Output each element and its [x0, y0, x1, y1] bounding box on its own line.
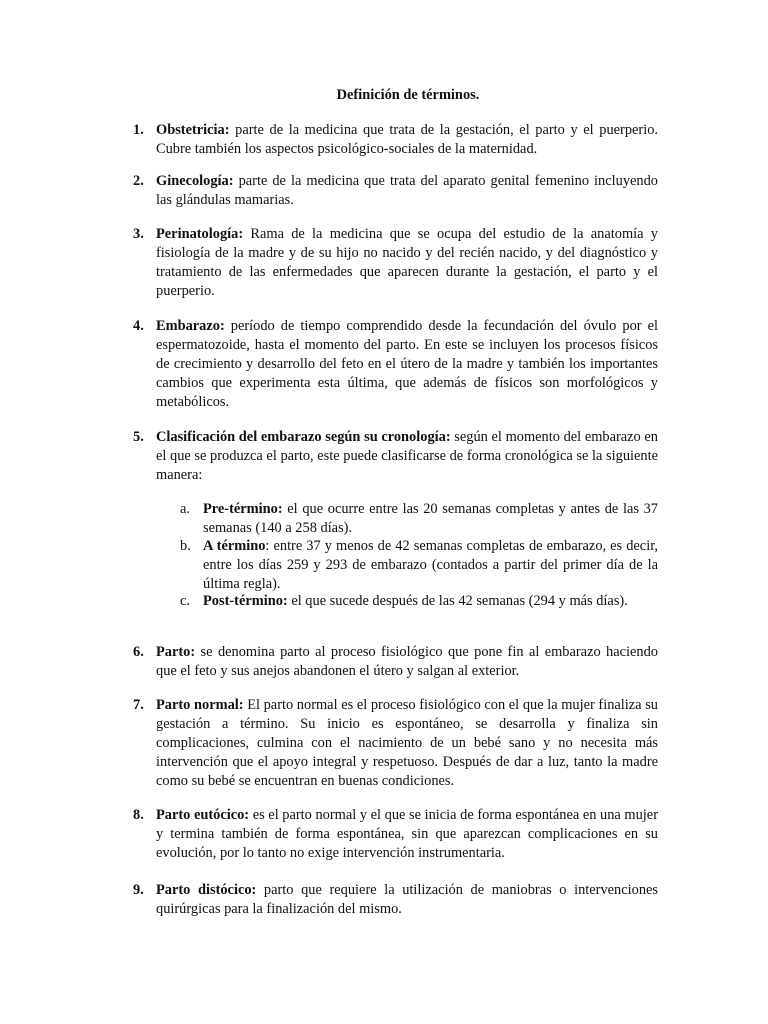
item-text: es el parto normal y el que se inicia de forma espontánea en una mujer y termina también de forma espontánea, sin que aparezcan complicaciones en su evolución, por lo tanto no exige intervención instrumentaria. — [156, 807, 658, 861]
item-body — [156, 172, 658, 210]
item-number: 4. — [133, 318, 144, 334]
item-text: según el momento del embarazo en el que se produzca el parto, este puede clasificarse de forma cronológica se la siguiente manera: — [156, 429, 658, 483]
item-text: período de tiempo comprendido desde la fecundación del óvulo por el espermatozoide, hasta el momento del parto. En este se incluyen los procesos físicos de crecimiento y desarrollo del feto en el útero de la madre y también los importantes cambios que experimenta esta última, que además de físicos son morfológicos y metabólicos. — [156, 318, 658, 410]
sub-item-text: el que sucede después de las 42 semanas (294 y más días). — [287, 593, 628, 609]
item-number: 7. — [133, 697, 144, 713]
item-text: El parto normal es el proceso fisiológico con el que la mujer finaliza su gestación a término. Su inicio es espontáneo, se desarrolla y finaliza sin complicaciones, culmina con el nacimiento de un bebé sano y no necesita más intervención que el apoyo integral y respetuoso. Después de dar a luz, tanto la madre como su bebé se encuentran en buenas condiciones. — [156, 697, 658, 789]
sub-item-letter: c. — [180, 593, 190, 609]
item-body — [156, 806, 658, 863]
sub-item-letter: b. — [180, 538, 191, 554]
sub-item-letter: a. — [180, 501, 190, 517]
sub-item-body — [203, 592, 658, 611]
sub-item-text: el que ocurre entre las 20 semanas completas y antes de las 37 semanas (140 a 258 días). — [203, 501, 658, 536]
item-number: 3. — [133, 226, 144, 242]
item-text: Rama de la medicina que se ocupa del estudio de la anatomía y fisiología de la madre y de su hijo no nacido y del recién nacido, y del diagnóstico y tratamiento de las enfermedades que aparecen durante la gestación, el parto y el puerperio. — [156, 226, 658, 299]
item-body — [156, 317, 658, 412]
item-body — [156, 428, 658, 485]
item-term: Parto eutócico: — [156, 807, 250, 823]
page-title: Definición de términos. — [336, 87, 480, 103]
item-term: Parto: — [156, 644, 196, 660]
item-number: 6. — [133, 644, 144, 660]
item-body — [156, 696, 658, 791]
sub-item-term: Pre-término: — [203, 501, 283, 517]
item-number: 9. — [133, 882, 144, 898]
item-number: 5. — [133, 429, 144, 445]
item-term: Embarazo: — [156, 318, 225, 334]
item-term: Parto distócico: — [156, 882, 257, 898]
item-number: 8. — [133, 807, 144, 823]
sub-item-term: A término — [203, 538, 266, 554]
item-text: se denomina parto al proceso fisiológico que pone fin al embarazo haciendo que el feto y sus anejos abandonen el útero y salgan al exterior. — [156, 644, 658, 679]
item-term: Obstetricia: — [156, 122, 230, 138]
item-term: Ginecología: — [156, 173, 234, 189]
item-body — [156, 225, 658, 301]
item-body — [156, 881, 658, 919]
item-text: parto que requiere la utilización de maniobras o intervenciones quirúrgicas para la finalización del mismo. — [156, 882, 659, 917]
item-term: Parto normal: — [156, 697, 244, 713]
item-term: Perinatología: — [156, 226, 244, 242]
item-term: Clasificación del embarazo según su cronología: — [156, 429, 451, 445]
item-number: 1. — [133, 122, 144, 138]
sub-item-body — [203, 500, 658, 538]
sub-item-body — [203, 537, 658, 594]
item-number: 2. — [133, 173, 144, 189]
sub-item-term: Post-término: — [203, 593, 288, 609]
item-body — [156, 643, 658, 681]
item-text: parte de la medicina que trata de la gestación, el parto y el puerperio. Cubre también los aspectos psicológico-sociales de la maternidad. — [156, 122, 658, 157]
sub-item-text: : entre 37 y menos de 42 semanas completas de embarazo, es decir, entre los días 259 y 293 de embarazo (contados a partir del primer día de la última regla). — [203, 538, 659, 592]
item-text: parte de la medicina que trata del aparato genital femenino incluyendo las glándulas mamarias. — [156, 173, 658, 208]
item-body — [156, 121, 658, 159]
